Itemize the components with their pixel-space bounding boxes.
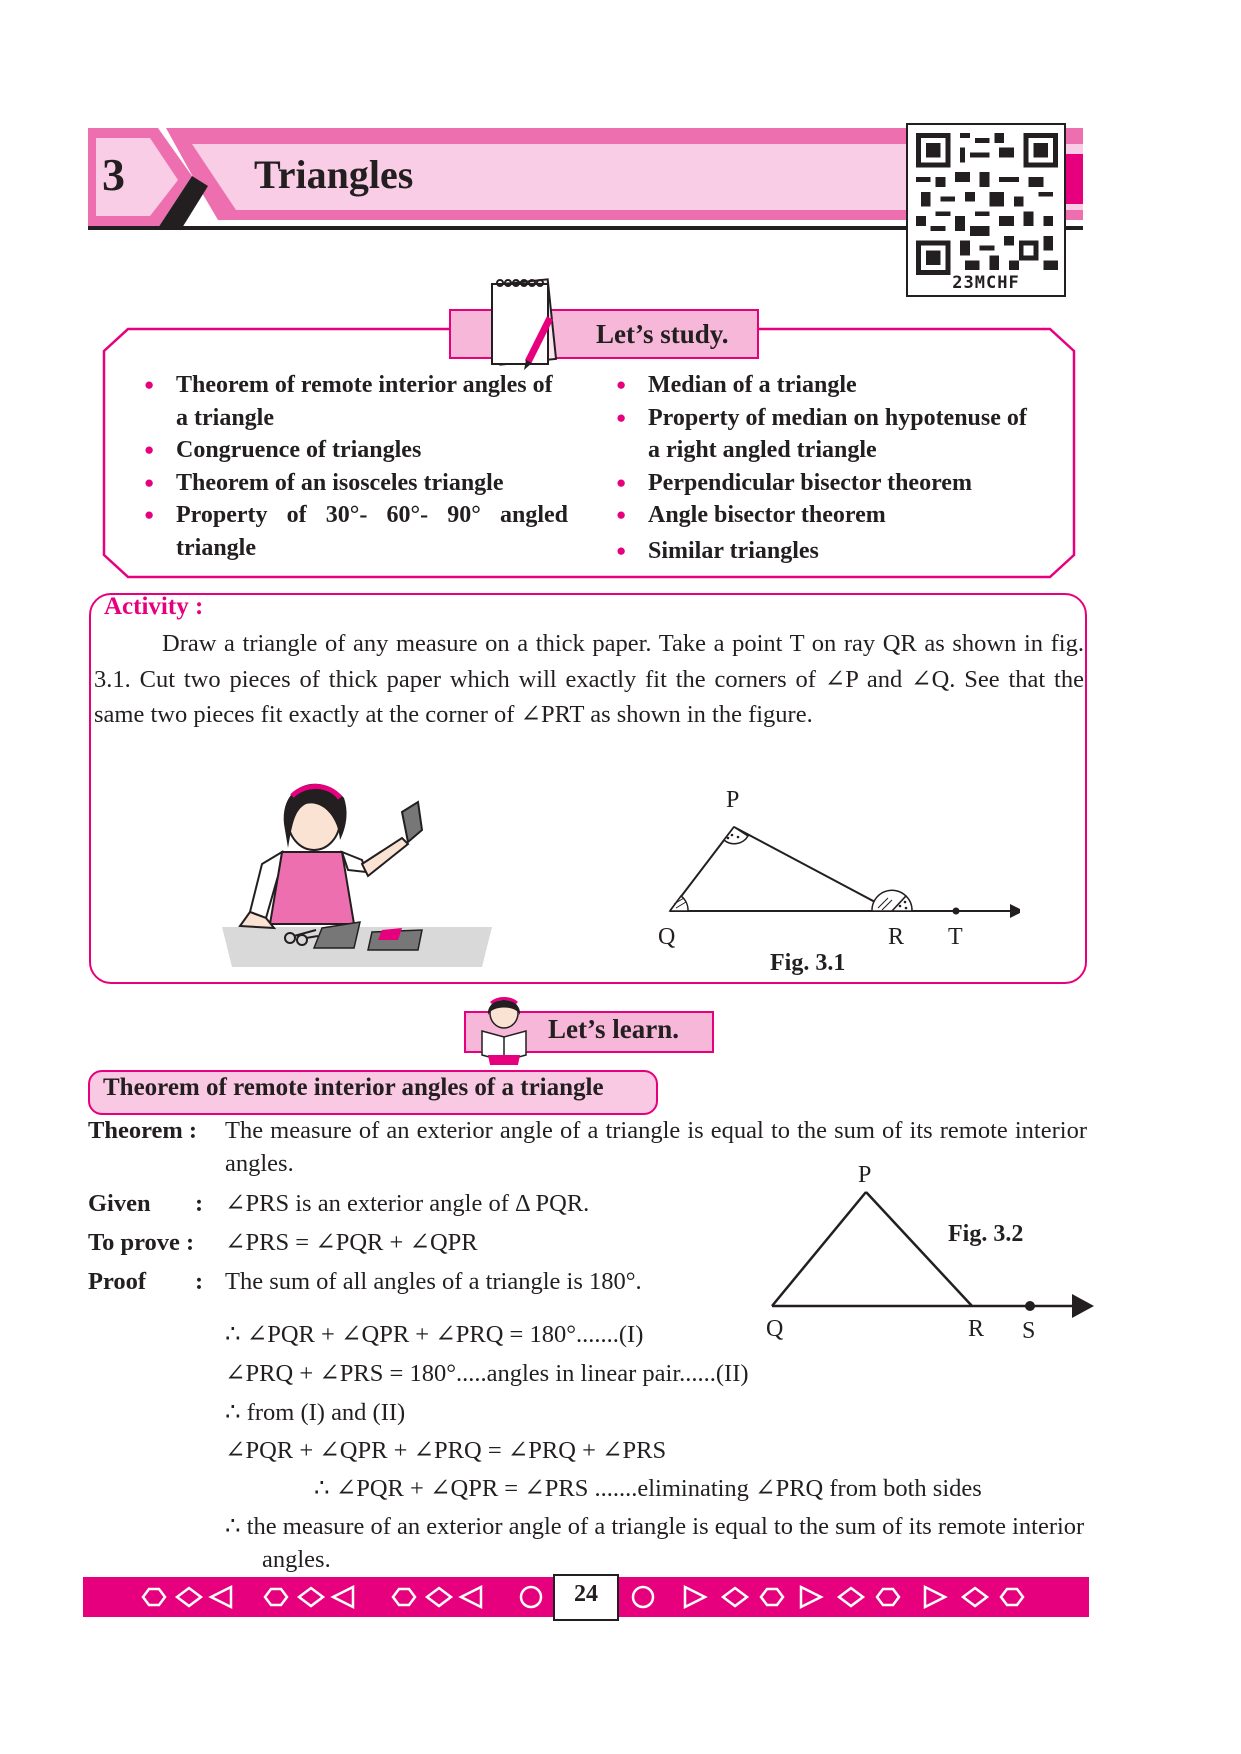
proof-line: ∠PQR + ∠QPR + ∠PRQ = ∠PRQ + ∠PRS: [225, 1437, 667, 1464]
study-item: ● Congruence of triangles: [144, 434, 568, 467]
study-item: ● Median of a triangle: [616, 369, 1036, 402]
theorem-heading: Theorem of remote interior angles of a triangle: [103, 1074, 604, 1101]
study-title: Let’s study.: [596, 319, 729, 349]
qr-code-icon: [916, 133, 1058, 275]
theorem-text: The measure of an exterior angle of a triangle is equal to the sum of its remote interior angles.: [225, 1117, 1087, 1177]
study-item: ● Property of 30°- 60°- 90° angled triangle: [144, 499, 568, 564]
proof-line: ∴ from (I) and (II): [225, 1399, 406, 1426]
fig31-label-q: Q: [658, 924, 676, 950]
qr-code-label: 23MCHF: [952, 273, 1020, 293]
theorem-label: Theorem :: [88, 1117, 198, 1144]
study-item: ● Similar triangles: [616, 535, 1036, 568]
fig31-label-r: R: [888, 924, 905, 950]
toprove-text: ∠PRS = ∠PQR + ∠QPR: [225, 1229, 478, 1256]
figure-3-2-triangle: [760, 1160, 1100, 1350]
fig31-label-t: T: [948, 924, 963, 950]
fig32-label-p: P: [858, 1162, 872, 1188]
toprove-label: To prove :: [88, 1229, 195, 1256]
activity-instructions: Draw a triangle of any measure on a thick paper. Take a point T on ray QR as shown in fig. 3.1. Cut two pieces of thick paper which will exactly fit the corners of ∠P and ∠Q. See that the same two pieces fit exactly at the corner of ∠PRT as shown in the figure.: [94, 630, 1084, 728]
activity-text: [94, 626, 1084, 733]
study-list-left: [144, 369, 568, 564]
study-item: ● Perpendicular bisector theorem: [616, 467, 1036, 500]
page-number: 24: [574, 1581, 598, 1607]
study-item: ● Theorem of an isosceles triangle: [144, 467, 568, 500]
proof-colon: :: [195, 1268, 204, 1295]
figure-3-2-caption: Fig. 3.2: [948, 1221, 1024, 1247]
reading-girl-icon: [474, 993, 534, 1065]
study-item: ● Property of median on hypotenuse of a right angled triangle: [616, 402, 1036, 467]
proof-line: The sum of all angles of a triangle is 180°.: [225, 1268, 642, 1295]
fig31-label-p: P: [726, 787, 740, 813]
given-colon: :: [195, 1190, 204, 1217]
learn-title: Let’s learn.: [548, 1014, 679, 1044]
notebook-pencil-icon: [488, 272, 578, 372]
given-text: ∠PRS is an exterior angle of Δ PQR.: [225, 1190, 590, 1217]
proof-line: ∴ the measure of an exterior angle of a triangle is equal to the sum of its remote interior angles.: [225, 1513, 1085, 1573]
study-item: ● Theorem of remote interior angles of a triangle: [144, 369, 568, 434]
activity-label: Activity :: [104, 593, 204, 620]
proof-line: ∴ ∠PQR + ∠QPR + ∠PRQ = 180°.......(I): [225, 1321, 644, 1348]
figure-3-1-caption: Fig. 3.1: [770, 950, 846, 976]
study-list-right: [616, 369, 1036, 567]
chapter-number: 3: [102, 149, 125, 200]
proof-label: Proof: [88, 1268, 147, 1295]
given-label: Given: [88, 1190, 151, 1217]
fig32-label-q: Q: [766, 1316, 784, 1342]
chapter-title: Triangles: [254, 152, 414, 197]
fig32-label-r: R: [968, 1316, 985, 1342]
proof-line: ∠PRQ + ∠PRS = 180°.....angles in linear pair......(II): [225, 1360, 749, 1387]
proof-line: ∴ ∠PQR + ∠QPR = ∠PRS .......eliminating ∠PRQ from both sides: [314, 1475, 982, 1502]
qr-code-box[interactable]: [906, 123, 1066, 297]
girl-with-paper-illustration: [222, 752, 492, 967]
fig32-label-s: S: [1022, 1318, 1036, 1344]
study-item: ● Angle bisector theorem: [616, 499, 1036, 532]
